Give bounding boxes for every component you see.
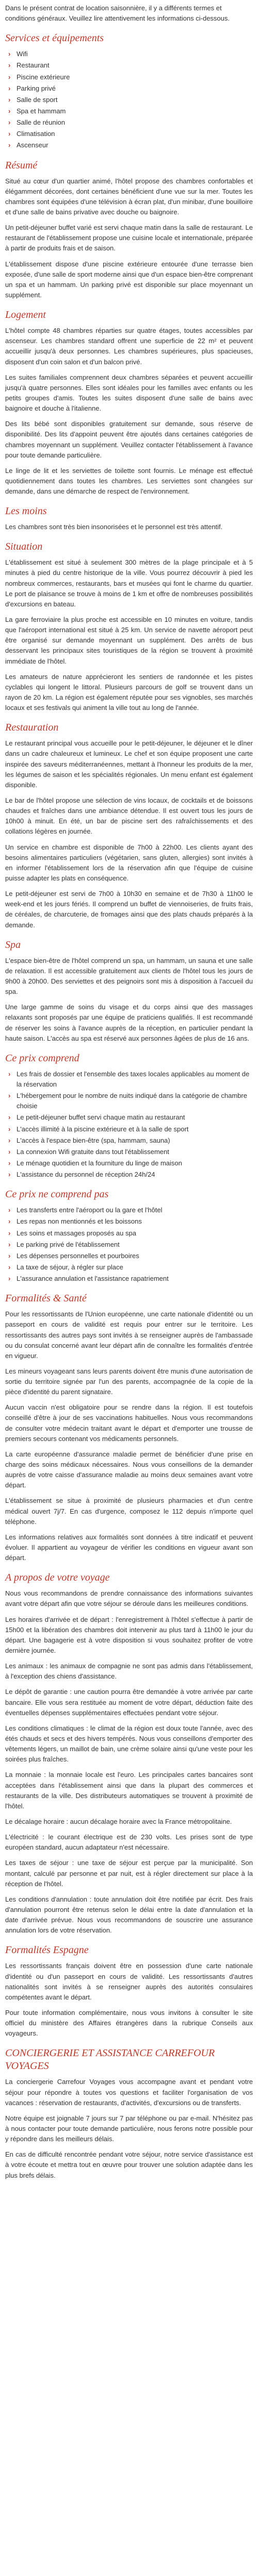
section-paragraph: L'espace bien-être de l'hôtel comprend un spa, un hammam, un sauna et une salle de relaxation. Il est accessible gratuitement aux clients de l'hôtel tous les jours de 9h00 à 20h00. Des serviettes et des peignoirs sont mis à disposition à l'accueil du spa. [5, 956, 253, 996]
list-item [5, 1240, 253, 1250]
section-title: Restauration [5, 722, 59, 734]
list-item-label: Spa et hammam [17, 107, 66, 115]
chevron-right-icon: › [8, 1275, 11, 1283]
list-item-label: Les soins et massages proposés au spa [17, 1229, 136, 1237]
list-item-label: L'assistance du personnel de réception 24h/24 [17, 1171, 155, 1179]
section-paragraph: L'établissement se situe à proximité de plusieurs pharmacies et d'un centre médical ouvert 7j/7. En cas d'urgence, composez le 112 depuis n'importe quel téléphone. [5, 1497, 253, 1526]
list-item [5, 1274, 253, 1284]
list-item [5, 72, 253, 82]
section-paragraph: Une large gamme de soins du visage et du corps ainsi que des massages relaxants sont proposés par une équipe de praticiens qualifiés. Il est recommandé de réserver les soins à l'avance auprès de la réception, en particulier pendant la haute saison. L'accès au spa est réservé aux personnes âgées de plus de 16 ans. [5, 1003, 253, 1042]
bullet-list [5, 1205, 253, 1284]
section-paragraph: Pour les ressortissants de l'Union européenne, une carte nationale d'identité ou un passeport en cours de validité est requis pour entrer sur le territoire. Les ressortissants des autres pays sont invités à se renseigner auprès de l'ambassade ou du consulat concerné avant leur départ afin de connaître les formalités d'entrée en vigueur. [5, 1310, 253, 1360]
list-item-label: L'accès illimité à la piscine extérieure et à la salle de sport [17, 1125, 189, 1133]
list-item [5, 95, 253, 105]
section-11 [5, 1944, 253, 2039]
chevron-right-icon: › [8, 1217, 11, 1226]
section-paragraph: Les chambres sont très bien insonorisées et le personnel est très attentif. [5, 523, 223, 531]
section-title: Ce prix ne comprend pas [5, 1189, 109, 1200]
section-paragraph: Nous vous recommandons de prendre connaissance des informations suivantes avant votre départ afin que votre séjour se déroule dans les meilleures conditions. [5, 1589, 253, 1608]
chevron-right-icon: › [8, 141, 11, 149]
list-item [5, 106, 253, 116]
section-9 [5, 1292, 253, 1563]
list-item [5, 1147, 253, 1157]
section-title: Formalités Espagne [5, 1944, 89, 1956]
list-item-label: Le petit-déjeuner buffet servi chaque matin au restaurant [17, 1113, 185, 1122]
list-item-label: L'accès à l'espace bien-être (spa, hammam, sauna) [17, 1136, 170, 1144]
list-item [5, 1216, 253, 1227]
section-paragraph: Un service en chambre est disponible de 7h00 à 22h00. Les clients ayant des besoins alimentaires particuliers (végétarien, sans gluten, allergies) sont invités à en informer l'établissement lors de la réservation afin que l'équipe de cuisine puisse adapter les plats en conséquence. [5, 843, 253, 882]
list-item-label: Restaurant [17, 61, 50, 70]
list-item-label: Piscine extérieure [17, 73, 70, 81]
chevron-right-icon: › [8, 130, 11, 138]
section-title: CONCIERGERIE ET ASSISTANCE CARREFOUR VOYAGES [5, 2047, 215, 2072]
section-paragraph: Le linge de lit et les serviettes de toilette sont fournis. Le ménage est effectué quotidiennement dans toutes les chambres. Les serviettes sont changées sur demande, dans une démarche de respect de l'environnement. [5, 466, 253, 496]
section-title: Spa [5, 939, 21, 951]
section-paragraph: Les horaires d'arrivée et de départ : l'enregistrement à l'hôtel s'effectue à partir de 15h00 et la libération des chambres doit intervenir au plus tard à 11h00 le jour du départ. Une bagagerie est à votre disposition si vous souhaitez profiter de votre dernière journée. [5, 1615, 253, 1655]
section-7 [5, 1052, 253, 1180]
section-paragraph: Des lits bébé sont disponibles gratuitement sur demande, sous réserve de disponibilité. Des lits d'appoint peuvent être ajoutés dans certaines catégories de chambres moyennant un supplément. Veuillez contacter l'établissement à l'avance pour toute demande particulière. [5, 420, 253, 459]
list-item [5, 1124, 253, 1134]
section-paragraph: En cas de difficulté rencontrée pendant votre séjour, notre service d'assistance est à votre écoute et mettra tout en œuvre pour trouver une solution adaptée dans les plus brefs délais. [5, 2150, 253, 2179]
bullet-list [5, 1069, 253, 1180]
section-paragraph: Le restaurant principal vous accueille pour le petit-déjeuner, le déjeuner et le dîner dans un cadre chaleureux et lumineux. Le chef et son équipe proposent une carte inspirée des saveurs méditerranéennes, mettant à l'honneur les produits de la mer, les légumes de saison et les spécialités régionales. Un menu enfant est également disponible. [5, 739, 253, 789]
section-paragraph: L'établissement dispose d'une piscine extérieure entourée d'une terrasse bien exposée, d'une salle de sport moderne ainsi que d'un espace bien-être comprenant un spa et un hammam. Un parking privé est disponible sur place moyennant un supplément. [5, 260, 253, 299]
chevron-right-icon: › [8, 1229, 11, 1237]
list-item-label: Ascenseur [17, 141, 49, 149]
list-item-label: Les repas non mentionnés et les boissons [17, 1217, 142, 1226]
section-5 [5, 721, 253, 930]
list-item-label: Les frais de dossier et l'ensemble des taxes locales applicables au moment de la réservation [17, 1070, 250, 1088]
section-paragraph: L'hôtel compte 48 chambres réparties sur quatre étages, toutes accessibles par ascenseur. Les chambres standard offrent une superficie de 22 m² et peuvent accueillir jusqu'à deux personnes. Les chambres supérieures, plus spacieuses, disposent d'un coin salon et d'un balcon privé. [5, 327, 253, 366]
section-10 [5, 1571, 253, 1936]
section-3 [5, 505, 253, 532]
section-0 [5, 32, 253, 150]
chevron-right-icon: › [8, 61, 11, 70]
section-paragraph: Pour toute information complémentaire, nous vous invitons à consulter le site officiel du ministère des Affaires étrangères dans la rubrique Conseils aux voyageurs. [5, 2008, 253, 2038]
intro-text: Dans le présent contrat de location saisonnière, il y a différents termes et conditions généraux. Veuillez lire attentivement les informations ci-dessous. [5, 4, 230, 23]
section-title: Services et équipements [5, 32, 104, 44]
section-paragraph: Le bar de l'hôtel propose une sélection de vins locaux, de cocktails et de boissons chaudes et fraîches dans une ambiance détendue. Il est ouvert tous les jours de 10h00 à minuit. En été, un bar de piscine sert des rafraîchissements et des collations légères en journée. [5, 796, 253, 836]
section-title: Formalités & Santé [5, 1293, 87, 1304]
section-title: A propos de votre voyage [5, 1572, 110, 1584]
list-item [5, 140, 253, 150]
chevron-right-icon: › [8, 118, 11, 127]
section-paragraph: Les animaux : les animaux de compagnie ne sont pas admis dans l'établissement, à l'exception des chiens d'assistance. [5, 1662, 253, 1681]
list-item-label: Salle de réunion [17, 118, 65, 127]
list-item-label: Les transferts entre l'aéroport ou la gare et l'hôtel [17, 1206, 163, 1214]
chevron-right-icon: › [8, 1125, 11, 1133]
section-paragraph: La gare ferroviaire la plus proche est accessible en 10 minutes en voiture, tandis que l'aéroport international est situé à 25 km. Un service de navette aéroport peut être organisé sur demande moyennant un supplément. Des arrêts de bus desservant les principaux sites touristiques de la région se trouvent à proximité immédiate de l'hôtel. [5, 616, 253, 665]
chevron-right-icon: › [8, 1251, 11, 1260]
list-item-label: Le ménage quotidien et la fourniture du linge de maison [17, 1159, 182, 1167]
list-item [5, 117, 253, 128]
chevron-right-icon: › [8, 1113, 11, 1122]
section-paragraph: L'électricité : le courant électrique est de 230 volts. Les prises sont de type européen standard, aucun adaptateur n'est nécessaire. [5, 1833, 253, 1852]
section-paragraph: La carte européenne d'assurance maladie permet de bénéficier d'une prise en charge des soins médicaux nécessaires. Nous vous conseillons de la demander auprès de votre caisse d'assurance maladie au moins deux semaines avant votre départ. [5, 1450, 253, 1489]
section-paragraph: Les amateurs de nature apprécieront les sentiers de randonnée et les pistes cyclables qui longent le littoral. Plusieurs parcours de golf se trouvent dans un rayon de 20 km. La région est également réputée pour ses vignobles, ses marchés locaux et ses festivals qui animent la ville tout au long de l'année. [5, 672, 253, 712]
list-item-label: Les dépenses personnelles et pourboires [17, 1251, 139, 1260]
list-item-label: L'assurance annulation et l'assistance rapatriement [17, 1275, 169, 1283]
list-item-label: Wifi [17, 50, 28, 58]
section-1 [5, 159, 253, 301]
section-4 [5, 540, 253, 713]
chevron-right-icon: › [8, 1240, 11, 1248]
list-item-label: Salle de sport [17, 95, 58, 104]
section-paragraph: Les ressortissants français doivent être en possession d'une carte nationale d'identité ou d'un passeport en cours de validité. Les ressortissants d'autres nationalités sont invités à se renseigner auprès des autorités consulaires compétentes avant le départ. [5, 1962, 253, 2001]
chevron-right-icon: › [8, 1263, 11, 1271]
section-paragraph: La monnaie : la monnaie locale est l'euro. Les principales cartes bancaires sont acceptées dans l'établissement ainsi que dans la plupart des commerces et restaurants de la ville. Des distributeurs automatiques se trouvent à proximité de l'hôtel. [5, 1771, 253, 1810]
section-paragraph: Le petit-déjeuner est servi de 7h00 à 10h30 en semaine et de 7h30 à 11h00 le week-end et les jours fériés. Il comprend un buffet de viennoiseries, de fruits frais, de céréales, de charcuterie, de fromages ainsi que des plats chauds préparés à la demande. [5, 890, 253, 929]
chevron-right-icon: › [8, 1092, 11, 1100]
list-item-label: L'hébergement pour le nombre de nuits indiqué dans la catégorie de chambre choisie [17, 1092, 247, 1110]
chevron-right-icon: › [8, 73, 11, 81]
chevron-right-icon: › [8, 1159, 11, 1167]
chevron-right-icon: › [8, 50, 11, 58]
list-item [5, 60, 253, 71]
section-2 [5, 309, 253, 497]
section-paragraph: Les mineurs voyageant sans leurs parents doivent être munis d'une autorisation de sortie du territoire signée par l'un des parents, accompagnée de la copie de la pièce d'identité du parent signataire. [5, 1367, 253, 1396]
sections-container [5, 32, 253, 2180]
section-paragraph: Les suites familiales comprennent deux chambres séparées et peuvent accueillir jusqu'à quatre personnes. Elles sont idéales pour les familles avec enfants ou les petits groupes d'amis. Toutes les suites disposent d'une salle de bains avec baignoire et douche à l'italienne. [5, 373, 253, 413]
list-item-label: Le parking privé de l'établissement [17, 1240, 120, 1248]
list-item [5, 1170, 253, 1180]
section-paragraph: Les informations relatives aux formalités sont données à titre indicatif et peuvent évoluer. Il appartient au voyageur de vérifier les conditions en vigueur avant son départ. [5, 1533, 253, 1562]
chevron-right-icon: › [8, 1136, 11, 1144]
list-item [5, 1069, 253, 1090]
list-item [5, 1251, 253, 1261]
section-6 [5, 939, 253, 1044]
section-paragraph: Le décalage horaire : aucun décalage horaire avec la France métropolitaine. [5, 1817, 232, 1825]
section-paragraph: Notre équipe est joignable 7 jours sur 7 par téléphone ou par e-mail. N'hésitez pas à nous contacter pour toute demande particulière, nous ferons notre possible pour y répondre dans les meilleurs délais. [5, 2114, 253, 2143]
list-item-label: La connexion Wifi gratuite dans tout l'établissement [17, 1147, 169, 1156]
chevron-right-icon: › [8, 95, 11, 104]
list-item-label: La taxe de séjour, à régler sur place [17, 1263, 123, 1271]
section-title: Résumé [5, 159, 38, 171]
section-8 [5, 1188, 253, 1284]
section-title: Ce prix comprend [5, 1052, 79, 1064]
list-item [5, 1262, 253, 1273]
chevron-right-icon: › [8, 84, 11, 92]
list-item [5, 1091, 253, 1111]
list-item-label: Climatisation [17, 130, 55, 138]
list-item [5, 1112, 253, 1123]
chevron-right-icon: › [8, 107, 11, 115]
section-paragraph: Les conditions d'annulation : toute annulation doit être notifiée par écrit. Des frais d'annulation pourront être retenus selon le délai entre la date d'annulation et la date d'arrivée prévue. Nous vous recommandons de souscrire une assurance annulation lors de votre réservation. [5, 1895, 253, 1935]
section-paragraph: Aucun vaccin n'est obligatoire pour se rendre dans la région. Il est toutefois conseillé d'être à jour de ses vaccinations habituelles. Nous vous recommandons de consulter votre médecin traitant avant le départ et d'emporter une trousse de premiers secours contenant vos médicaments personnels. [5, 1403, 253, 1443]
section-title: Situation [5, 541, 43, 553]
list-item [5, 1205, 253, 1215]
chevron-right-icon: › [8, 1171, 11, 1179]
chevron-right-icon: › [8, 1206, 11, 1214]
section-paragraph: Situé au cœur d'un quartier animé, l'hôtel propose des chambres confortables et élégamment décorées, dont certaines bénéficient d'une vue sur la mer. Toutes les chambres sont équipées d'une télévision à écran plat, d'un minibar, d'une bouilloire et d'une salle de bains privative avec douche ou baignoire. [5, 177, 253, 216]
list-item [5, 49, 253, 59]
bullet-list [5, 49, 253, 150]
section-paragraph: Les taxes de séjour : une taxe de séjour est perçue par la municipalité. Son montant, calculé par personne et par nuit, est à régler directement sur place à la réception de l'hôtel. [5, 1859, 253, 1888]
section-title: Logement [5, 309, 46, 321]
list-item [5, 83, 253, 94]
chevron-right-icon: › [8, 1147, 11, 1156]
list-item [5, 1158, 253, 1168]
section-paragraph: Les conditions climatiques : le climat de la région est doux toute l'année, avec des étés chauds et secs et des hivers tempérés. Nous vous conseillons d'emporter des vêtements légers, un maillot de bain, une crème solaire ainsi qu'une veste pour les soirées plus fraîches. [5, 1724, 253, 1764]
section-paragraph: Un petit-déjeuner buffet varié est servi chaque matin dans la salle de restaurant. Le restaurant de l'établissement propose une cuisine locale et internationale, préparée à partir de produits frais et de saison. [5, 224, 253, 252]
section-12 [5, 2047, 253, 2180]
section-paragraph: L'établissement est situé à seulement 300 mètres de la plage principale et à 5 minutes à pied du centre historique de la ville. Vous pourrez découvrir à pied les nombreux commerces, restaurants, bars et musées qui font le charme du quartier. Le port de plaisance se trouve à moins de 1 km et offre de nombreuses possibilités d'excursions en bateau. [5, 558, 253, 608]
chevron-right-icon: › [8, 1070, 11, 1078]
section-title: Les moins [5, 505, 47, 517]
list-item [5, 1228, 253, 1239]
list-item [5, 129, 253, 139]
list-item-label: Parking privé [17, 84, 56, 92]
section-paragraph: La conciergerie Carrefour Voyages vous accompagne avant et pendant votre séjour pour répondre à toutes vos questions et faciliter l'organisation de vos vacances : réservation de restaurants, d'activités, d'excursions ou de transferts. [5, 2078, 253, 2107]
list-item [5, 1136, 253, 1146]
section-paragraph: Le dépôt de garantie : une caution pourra être demandée à votre arrivée par carte bancaire. Elle vous sera restituée au moment de votre départ, déduction faite des éventuelles dépenses supplémentaires effectuées pendant votre séjour. [5, 1688, 253, 1717]
